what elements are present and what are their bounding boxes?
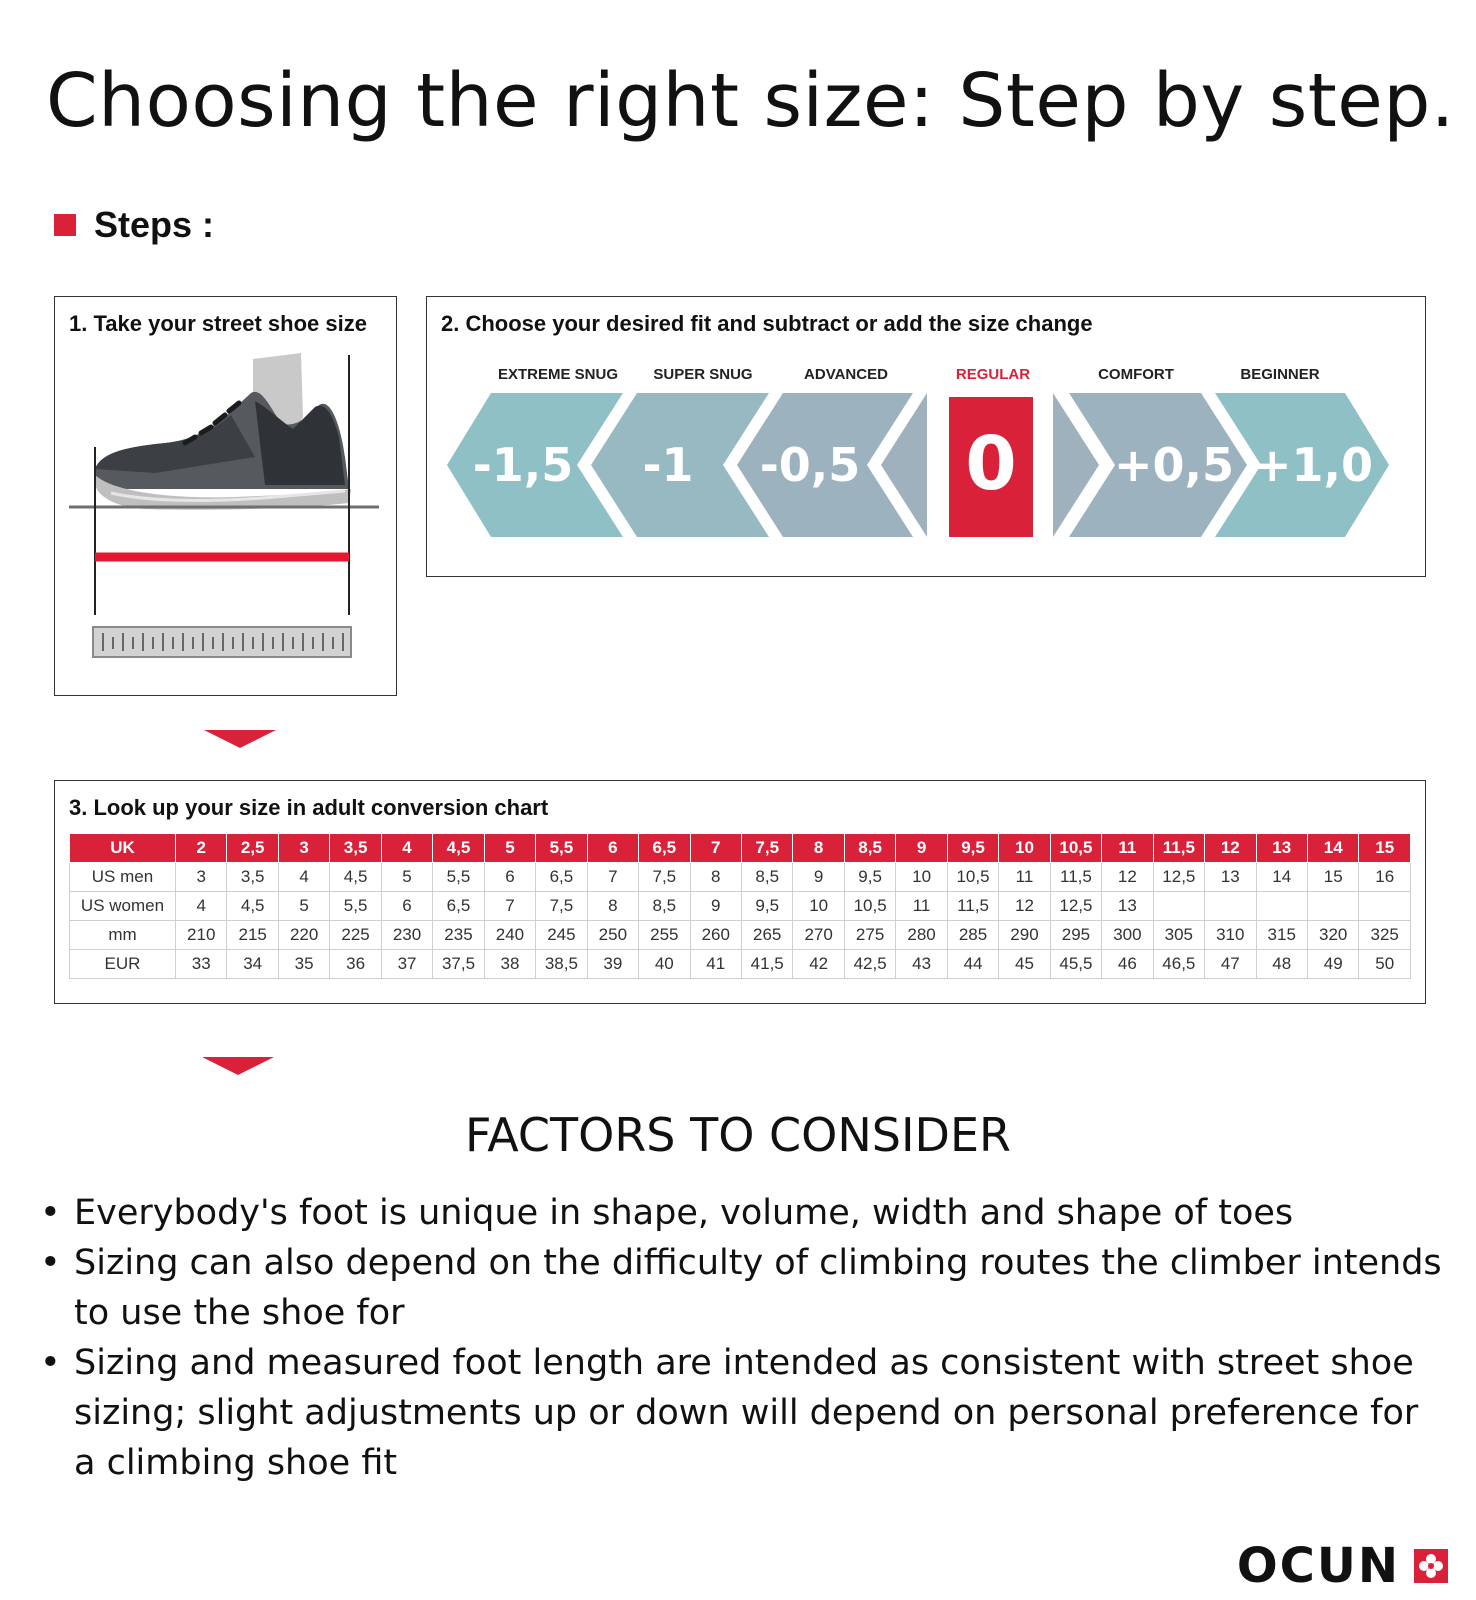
size-cell: 310 bbox=[1205, 921, 1256, 950]
size-cell: 8 bbox=[793, 834, 844, 863]
size-cell: 36 bbox=[330, 950, 381, 979]
size-cell: 5,5 bbox=[536, 834, 587, 863]
size-cell: 320 bbox=[1307, 921, 1358, 950]
size-cell: 43 bbox=[896, 950, 947, 979]
step1-card bbox=[54, 296, 397, 696]
size-cell: 4 bbox=[381, 834, 432, 863]
down-arrow-icon bbox=[204, 730, 276, 748]
size-row-label: US men bbox=[70, 863, 176, 892]
size-cell: 45 bbox=[999, 950, 1050, 979]
size-cell: 6 bbox=[587, 834, 638, 863]
size-cell: 47 bbox=[1205, 950, 1256, 979]
size-cell: 12,5 bbox=[1153, 863, 1204, 892]
size-cell: 255 bbox=[639, 921, 690, 950]
size-cell: 3 bbox=[176, 863, 227, 892]
size-cell: 8 bbox=[690, 863, 741, 892]
size-cell: 42,5 bbox=[844, 950, 895, 979]
size-cell: 15 bbox=[1359, 834, 1411, 863]
step3-title: 3. Look up your size in adult conversion chart bbox=[69, 795, 549, 820]
size-row-us-men bbox=[70, 863, 1411, 892]
size-cell: 50 bbox=[1359, 950, 1411, 979]
size-cell: 315 bbox=[1256, 921, 1307, 950]
size-cell: 9,5 bbox=[844, 863, 895, 892]
size-cell: 9 bbox=[793, 863, 844, 892]
size-cell: 45,5 bbox=[1050, 950, 1101, 979]
step2-title: 2. Choose your desired fit and subtract or add the size change bbox=[441, 311, 1093, 336]
size-cell: 6 bbox=[381, 892, 432, 921]
size-cell: 40 bbox=[639, 950, 690, 979]
size-cell: 245 bbox=[536, 921, 587, 950]
size-cell: 38,5 bbox=[536, 950, 587, 979]
size-cell: 39 bbox=[587, 950, 638, 979]
size-cell: 6,5 bbox=[639, 834, 690, 863]
size-cell: 9 bbox=[690, 892, 741, 921]
size-cell: 12 bbox=[1102, 863, 1153, 892]
size-cell: 2 bbox=[176, 834, 227, 863]
size-cell: 11 bbox=[896, 892, 947, 921]
size-cell: 5 bbox=[381, 863, 432, 892]
size-cell bbox=[1256, 892, 1307, 921]
size-cell: 6 bbox=[484, 863, 535, 892]
fit-value-regular: 0 bbox=[965, 421, 1017, 507]
size-cell: 48 bbox=[1256, 950, 1307, 979]
size-cell: 41,5 bbox=[741, 950, 792, 979]
size-cell: 210 bbox=[176, 921, 227, 950]
size-row-label: EUR bbox=[70, 950, 176, 979]
size-cell: 13 bbox=[1256, 834, 1307, 863]
factors-title: FACTORS TO CONSIDER bbox=[465, 1108, 1011, 1162]
size-cell: 270 bbox=[793, 921, 844, 950]
size-cell: 10,5 bbox=[844, 892, 895, 921]
fit-label-super-snug: SUPER SNUG bbox=[653, 366, 753, 383]
fit-label-advanced: ADVANCED bbox=[804, 366, 888, 383]
size-cell: 11 bbox=[999, 863, 1050, 892]
fit-value-beginner: +1,0 bbox=[1252, 438, 1374, 492]
steps-label: Steps : bbox=[94, 204, 215, 245]
size-cell: 12 bbox=[1205, 834, 1256, 863]
size-cell: 33 bbox=[176, 950, 227, 979]
size-cell bbox=[1307, 892, 1358, 921]
size-cell: 7,5 bbox=[741, 834, 792, 863]
size-cell: 230 bbox=[381, 921, 432, 950]
size-cell: 42 bbox=[793, 950, 844, 979]
size-cell: 4 bbox=[176, 892, 227, 921]
size-cell: 6,5 bbox=[536, 863, 587, 892]
fit-value-advanced: -0,5 bbox=[759, 438, 861, 492]
size-cell: 5,5 bbox=[433, 863, 484, 892]
size-cell: 14 bbox=[1256, 863, 1307, 892]
size-cell: 7 bbox=[484, 892, 535, 921]
size-cell: 7 bbox=[587, 863, 638, 892]
size-cell: 275 bbox=[844, 921, 895, 950]
size-row-label: mm bbox=[70, 921, 176, 950]
size-cell: 14 bbox=[1307, 834, 1358, 863]
down-arrow-icon bbox=[202, 1057, 274, 1075]
size-cell: 4,5 bbox=[433, 834, 484, 863]
fit-value-comfort: +0,5 bbox=[1113, 438, 1235, 492]
size-cell: 37 bbox=[381, 950, 432, 979]
size-cell: 8,5 bbox=[844, 834, 895, 863]
size-cell: 12 bbox=[999, 892, 1050, 921]
size-cell: 12,5 bbox=[1050, 892, 1101, 921]
fit-value-super-snug: -1 bbox=[642, 438, 694, 492]
size-cell: 10,5 bbox=[1050, 834, 1101, 863]
size-cell: 9,5 bbox=[741, 892, 792, 921]
size-cell: 235 bbox=[433, 921, 484, 950]
factors-list bbox=[40, 1188, 1450, 1488]
size-cell: 10 bbox=[999, 834, 1050, 863]
size-cell bbox=[1205, 892, 1256, 921]
size-cell: 9 bbox=[896, 834, 947, 863]
size-cell: 35 bbox=[278, 950, 329, 979]
size-cell: 16 bbox=[1359, 863, 1411, 892]
size-cell: 8,5 bbox=[639, 892, 690, 921]
fit-label-comfort: COMFORT bbox=[1098, 366, 1174, 383]
size-cell: 5,5 bbox=[330, 892, 381, 921]
red-square-bullet-icon bbox=[54, 214, 76, 236]
size-cell: 11,5 bbox=[1050, 863, 1101, 892]
size-row-uk bbox=[70, 834, 1411, 863]
size-conversion-table bbox=[69, 833, 1411, 979]
size-cell: 325 bbox=[1359, 921, 1411, 950]
size-cell: 11,5 bbox=[1153, 834, 1204, 863]
brand-logo bbox=[1237, 1538, 1448, 1594]
size-cell: 7,5 bbox=[639, 863, 690, 892]
size-cell: 215 bbox=[227, 921, 278, 950]
size-row-label: UK bbox=[70, 834, 176, 863]
size-cell: 49 bbox=[1307, 950, 1358, 979]
step2-card bbox=[426, 296, 1426, 577]
size-cell: 46,5 bbox=[1153, 950, 1204, 979]
size-cell: 3 bbox=[278, 834, 329, 863]
size-cell: 44 bbox=[947, 950, 998, 979]
size-cell: 4,5 bbox=[227, 892, 278, 921]
size-cell: 10,5 bbox=[947, 863, 998, 892]
size-cell: 305 bbox=[1153, 921, 1204, 950]
size-cell: 4,5 bbox=[330, 863, 381, 892]
fit-label-regular: REGULAR bbox=[955, 366, 1031, 383]
size-row-mm bbox=[70, 921, 1411, 950]
size-cell: 6,5 bbox=[433, 892, 484, 921]
fit-label-beginner: BEGINNER bbox=[1240, 366, 1320, 383]
size-row-us-women bbox=[70, 892, 1411, 921]
size-cell: 250 bbox=[587, 921, 638, 950]
size-cell: 3,5 bbox=[330, 834, 381, 863]
size-cell: 225 bbox=[330, 921, 381, 950]
factor-item: • Sizing and measured foot length are intended as consistent with street shoe sizing; slight adjustments up or down will depend on personal preference for a climbing shoe fit bbox=[40, 1338, 1450, 1488]
size-row-eur bbox=[70, 950, 1411, 979]
size-cell: 5 bbox=[278, 892, 329, 921]
size-cell: 2,5 bbox=[227, 834, 278, 863]
size-cell: 295 bbox=[1050, 921, 1101, 950]
size-cell: 11 bbox=[1102, 834, 1153, 863]
size-cell bbox=[1359, 892, 1411, 921]
size-cell: 240 bbox=[484, 921, 535, 950]
size-cell: 285 bbox=[947, 921, 998, 950]
step3-card bbox=[54, 780, 1426, 1004]
size-cell: 4 bbox=[278, 863, 329, 892]
size-cell: 46 bbox=[1102, 950, 1153, 979]
fit-value-extreme-snug: -1,5 bbox=[472, 438, 574, 492]
size-cell: 3,5 bbox=[227, 863, 278, 892]
size-cell: 8,5 bbox=[741, 863, 792, 892]
size-row-label: US women bbox=[70, 892, 176, 921]
size-cell: 11,5 bbox=[947, 892, 998, 921]
shoe-measure-illustration bbox=[55, 297, 398, 697]
page-title: Choosing the right size: Step by step. bbox=[46, 58, 1455, 144]
size-cell: 265 bbox=[741, 921, 792, 950]
size-cell: 5 bbox=[484, 834, 535, 863]
size-cell: 10 bbox=[793, 892, 844, 921]
factor-item: • Everybody's foot is unique in shape, volume, width and shape of toes bbox=[40, 1188, 1450, 1238]
size-cell: 38 bbox=[484, 950, 535, 979]
brand-wordmark: OCUN bbox=[1236, 1538, 1400, 1594]
fit-scale bbox=[427, 297, 1427, 578]
size-cell: 220 bbox=[278, 921, 329, 950]
size-cell: 15 bbox=[1307, 863, 1358, 892]
size-cell: 9,5 bbox=[947, 834, 998, 863]
size-cell: 300 bbox=[1102, 921, 1153, 950]
step1-title: 1. Take your street shoe size bbox=[69, 311, 367, 336]
size-cell: 260 bbox=[690, 921, 741, 950]
factor-item: • Sizing can also depend on the difficulty of climbing routes the climber intends to use the shoe for bbox=[40, 1238, 1450, 1338]
size-cell: 280 bbox=[896, 921, 947, 950]
size-cell: 13 bbox=[1102, 892, 1153, 921]
size-cell: 290 bbox=[999, 921, 1050, 950]
fit-label-extreme-snug: EXTREME SNUG bbox=[497, 366, 619, 383]
steps-heading bbox=[54, 204, 214, 246]
size-cell: 7 bbox=[690, 834, 741, 863]
brand-flower-icon bbox=[1414, 1549, 1448, 1583]
size-cell: 13 bbox=[1205, 863, 1256, 892]
size-cell: 7,5 bbox=[536, 892, 587, 921]
size-cell: 10 bbox=[896, 863, 947, 892]
size-cell: 41 bbox=[690, 950, 741, 979]
size-cell: 34 bbox=[227, 950, 278, 979]
size-cell: 37,5 bbox=[433, 950, 484, 979]
size-cell: 8 bbox=[587, 892, 638, 921]
size-cell bbox=[1153, 892, 1204, 921]
